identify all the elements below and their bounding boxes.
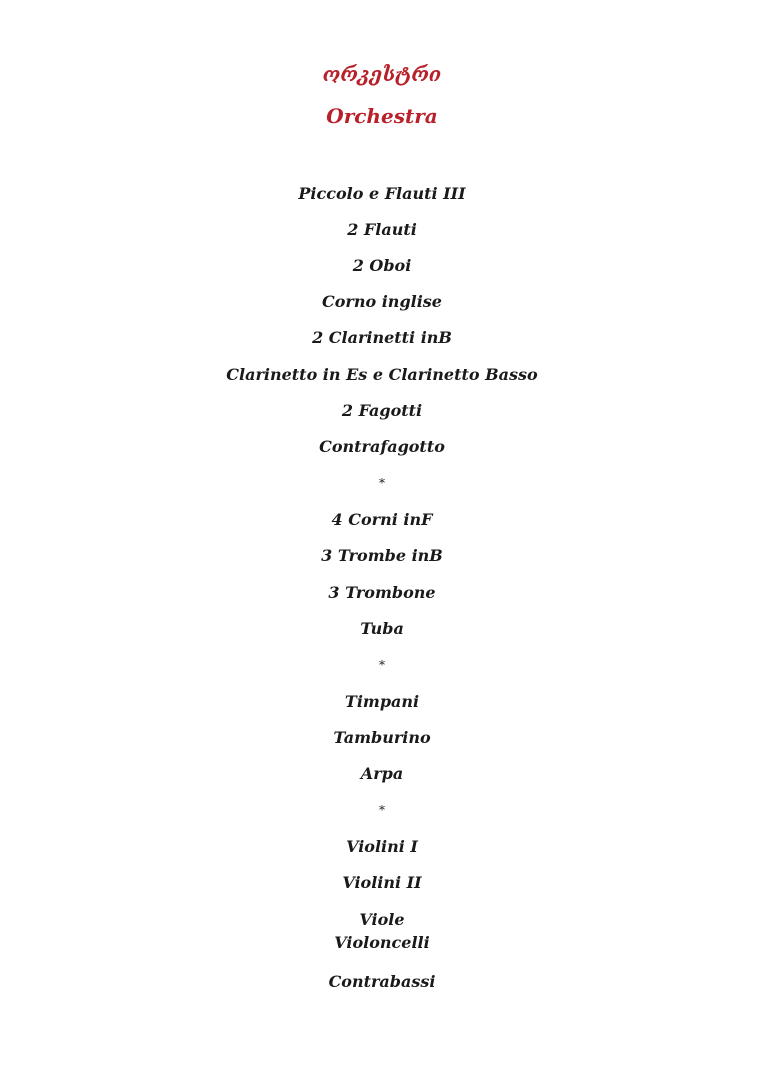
instrument-violins-1: Violini I — [346, 837, 418, 856]
instrument-trumpets: 3 Trombe inB — [321, 546, 443, 565]
instrument-english-horn: Corno inglise — [322, 292, 442, 311]
instrument-contrabassoon: Contrafagotto — [319, 437, 445, 456]
instrument-violins-2: Violini II — [342, 873, 422, 892]
section-separator: * — [379, 803, 385, 817]
instrument-bassoons: 2 Fagotti — [341, 401, 423, 420]
instrument-cellos: Violoncelli — [334, 933, 430, 952]
instrument-violas: Viole — [359, 910, 405, 929]
instrument-trombones: 3 Trombone — [328, 583, 436, 602]
instrument-harp: Arpa — [360, 764, 404, 783]
instrument-es-bass-clarinet: Clarinetto in Es e Clarinetto Basso — [226, 365, 538, 384]
instrument-timpani: Timpani — [344, 692, 420, 711]
instrument-horns: 4 Corni inF — [331, 510, 433, 529]
instrument-tambourine: Tamburino — [333, 728, 431, 747]
instrument-tuba: Tuba — [360, 619, 404, 638]
section-separator: * — [379, 476, 385, 490]
instrument-oboes: 2 Oboi — [352, 256, 412, 275]
instrument-flutes: 2 Flauti — [347, 220, 417, 239]
georgian-title: ორკესტრი — [322, 62, 442, 86]
instrument-clarinets: 2 Clarinetti inB — [312, 328, 452, 347]
instrument-double-basses: Contrabassi — [328, 972, 436, 991]
instrument-piccolo: Piccolo e Flauti III — [298, 184, 466, 203]
section-separator: * — [379, 658, 385, 672]
page-title: Orchestra — [326, 104, 438, 128]
